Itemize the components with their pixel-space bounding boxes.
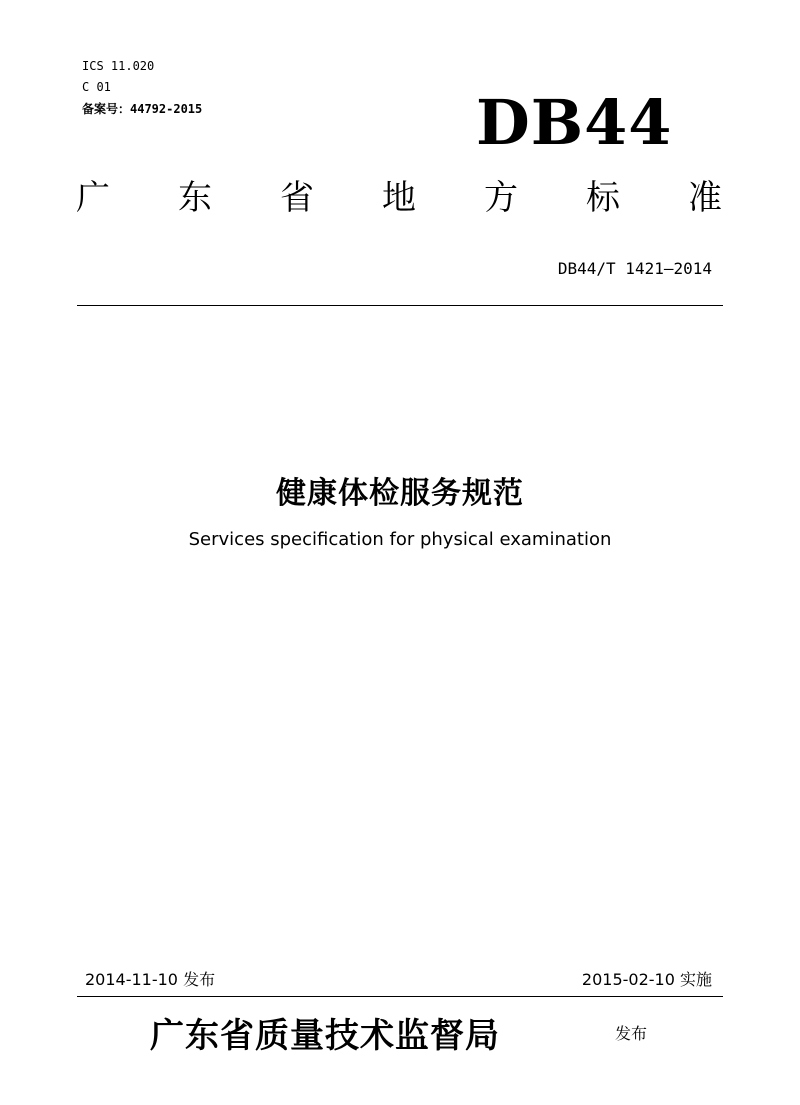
document-title-cn: 健康体检服务规范 bbox=[276, 476, 524, 511]
issuing-authority: 广东省质量技术监督局 bbox=[150, 1016, 500, 1056]
standard-category-title bbox=[76, 180, 722, 217]
title-char: 东 bbox=[178, 178, 212, 218]
title-char: 方 bbox=[484, 178, 518, 218]
issue-date: 2014-11-10 发布 bbox=[85, 970, 216, 989]
title-char: 省 bbox=[280, 178, 314, 218]
top-divider bbox=[77, 305, 723, 306]
bottom-divider bbox=[77, 996, 723, 997]
classification-code: C 01 bbox=[82, 80, 111, 94]
title-char: 标 bbox=[586, 178, 620, 218]
title-char: 地 bbox=[382, 178, 416, 218]
record-number: 备案号：44792-2015 bbox=[82, 102, 203, 116]
title-char: 准 bbox=[688, 178, 722, 218]
title-char: 广 bbox=[76, 178, 110, 218]
ics-code: ICS 11.020 bbox=[82, 59, 155, 73]
document-title-en: Services specification for physical examination bbox=[188, 529, 612, 550]
issuer-suffix: 发布 bbox=[615, 1024, 648, 1043]
db-standard-mark: DB44 bbox=[476, 86, 673, 159]
standard-number: DB44/T 1421—2014 bbox=[557, 259, 712, 278]
implementation-date: 2015-02-10 实施 bbox=[581, 970, 712, 989]
